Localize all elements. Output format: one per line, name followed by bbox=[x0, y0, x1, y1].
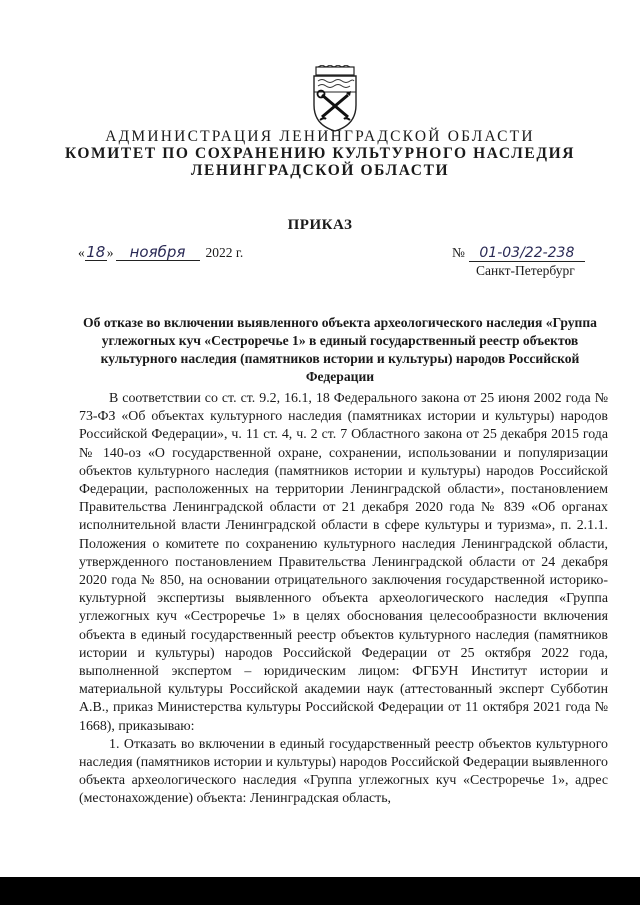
city: Санкт-Петербург bbox=[476, 263, 575, 278]
date-month: ноября bbox=[116, 245, 200, 261]
document-date bbox=[78, 244, 243, 262]
number-prefix: № bbox=[452, 245, 465, 260]
body-paragraph-item-1: 1. Отказать во включении в единый государственный реестр объектов культурного наследия (памятников истории и культуры) народов Российской Федерации выявленного объекта археологического наследия «Группа углежогных куч «Сестроречье 1», адрес (местонахождение) объекта: Ленинградская область, bbox=[79, 736, 608, 807]
date-close-quote: » bbox=[106, 245, 114, 260]
date-year: 2022 г. bbox=[205, 245, 244, 260]
number-value: 01-03/22-238 bbox=[469, 246, 585, 262]
document-number bbox=[452, 244, 585, 262]
header-committee: КОМИТЕТ ПО СОХРАНЕНИЮ КУЛЬТУРНОГО НАСЛЕДИЯ bbox=[64, 145, 576, 162]
header-region: ЛЕНИНГРАДСКОЙ ОБЛАСТИ bbox=[190, 162, 450, 179]
date-open-quote: « bbox=[78, 245, 85, 260]
date-day: 18 bbox=[86, 243, 106, 261]
document-type: ПРИКАЗ bbox=[287, 217, 353, 233]
coat-of-arms-icon bbox=[300, 65, 370, 133]
document-body bbox=[79, 390, 608, 809]
body-paragraph-intro: В соответствии со ст. ст. 9.2, 16.1, 18 Федерального закона от 25 июня 2002 года № 73-ФЗ «Об объектах культурного наследия (памятниках истории и культуры) народов Российской Федерации», ч. 11 ст. 4, ч. 2 ст. 7 Областного закона от 25 декабря 2015 года № 140-оз «О государственной охране, сохранении, использовании и популяризации объектов культурного наследия (памятников истории и культуры) народов Российской Федерации, расположенных на территории Ленинградской области», постановлением Правительства Ленинградской области от 21 декабря 2020 года № 839 «Об органах исполнительной власти Ленинградской области в сфере культуры и туризма», п. 2.1.1. Положения о комитете по сохранению культурного наследия Ленинградской области, утвержденного постановлением Правительства Ленинградской области от 24 декабря 2020 года № 850, на основании отрицательного заключения государственной историко-культурной экспертизы выявленного объекта археологического наследия «Группа углежогных куч «Сестроречье 1» в целях обоснования целесообразности включения объекта в единый государственный реестр объектов культурного наследия (памятников истории и культуры) народов Российской Федерации от 25 октября 2022 года, выполненной экспертом – юридическим лицом: ФГБУН Институт истории и материальной культуры Российской академии наук (аттестованный эксперт Субботин А.В., приказ Министерства культуры Российской Федерации от 11 октября 2021 года № 1668), приказываю: bbox=[79, 391, 608, 734]
scan-border bbox=[0, 877, 640, 905]
header-administration: АДМИНИСТРАЦИЯ ЛЕНИНГРАДСКОЙ ОБЛАСТИ bbox=[105, 128, 535, 145]
document-title: Об отказе во включении выявленного объекта археологического наследия «Группа углежогных куч «Сестроречье 1» в единый государственный реестр объектов культурного наследия (памятников истории и культуры) народов Российской Федерации bbox=[83, 315, 597, 384]
